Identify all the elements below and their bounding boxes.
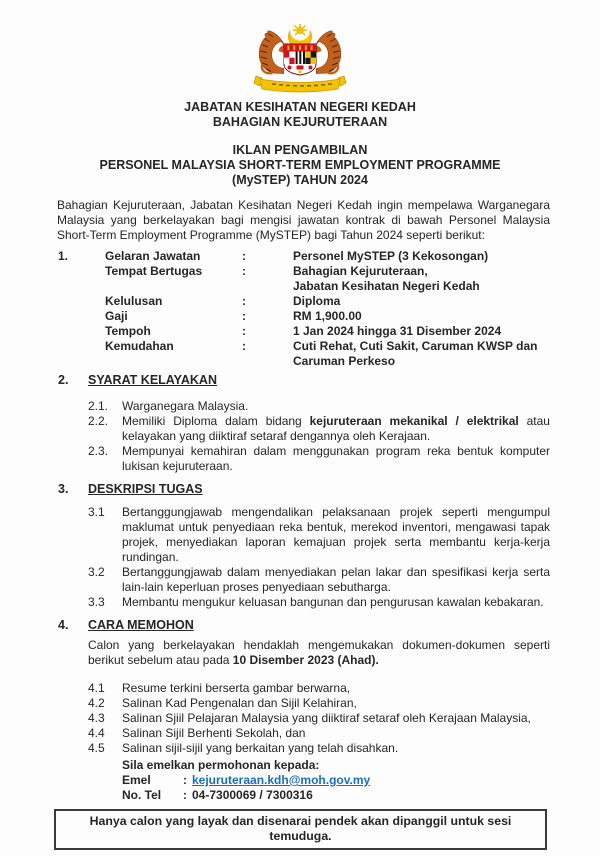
job-detail-label: Tempat Bertugas (105, 264, 203, 278)
job-item-number: 1. (58, 249, 69, 263)
job-detail-value: RM 1,900.00 (293, 309, 362, 323)
job-detail-label: Tempoh (105, 324, 151, 338)
section-4-items (88, 681, 550, 756)
list-item-number: 4.3 (88, 711, 105, 725)
job-detail-label: Gaji (105, 309, 128, 323)
org-name-block (0, 100, 600, 130)
job-detail-value: Bahagian Kejuruteraan, Jabatan Kesihatan Negeri Kedah (293, 264, 480, 293)
job-detail-label: Kelulusan (105, 294, 163, 308)
job-detail-value: Cuti Rehat, Cuti Sakit, Caruman KWSP dan Caruman Perkeso (293, 339, 538, 368)
list-item-2-2 (88, 414, 550, 444)
section-3-items (88, 505, 550, 610)
list-item-text: Salinan sijil-sijil yang berkaitan yang telah disahkan. (122, 741, 399, 755)
title-line-1: IKLAN PENGAMBILAN (232, 143, 368, 157)
job-detail-row (105, 294, 600, 309)
section-3-title: DESKRIPSI TUGAS (88, 482, 203, 496)
org-name-line-2: BAHAGIAN KEJURUTERAAN (212, 115, 388, 129)
list-item-text: Salinan Sjiil Pelajaran Malaysia yang diiktiraf setaraf oleh Kerajaan Malaysia, (122, 711, 531, 725)
contact-separator: : (183, 788, 187, 802)
list-item-2-1 (88, 399, 550, 414)
section-3-heading (58, 482, 600, 497)
list-item-number: 3.1 (88, 505, 105, 519)
job-detail-separator: : (242, 249, 246, 263)
section-2-title: SYARAT KELAYAKAN (88, 373, 217, 387)
section-2-number: 2. (58, 373, 69, 387)
job-detail-separator: : (242, 309, 246, 323)
list-item-text: Membantu mengukur keluasan bangunan dan pengurusan kawalan kebakaran. (122, 595, 544, 609)
list-item-3-1 (88, 505, 550, 565)
list-item-text: Salinan Kad Pengenalan dan Sijil Kelahiran, (122, 696, 357, 710)
list-item-4-3 (88, 711, 550, 726)
list-item-4-1 (88, 681, 550, 696)
email-row (122, 773, 600, 788)
list-item-3-3 (88, 595, 550, 610)
deadline-date: 10 Disember 2023 (Ahad). (232, 653, 379, 667)
list-item-number: 2.3. (88, 444, 109, 458)
job-detail-separator: : (242, 264, 246, 278)
telephone-value: 04-7300069 / 7300316 (192, 788, 313, 802)
job-detail-row (105, 309, 600, 324)
job-detail-row (105, 249, 600, 264)
section-2-heading (58, 373, 600, 388)
intro-paragraph: Bahagian Kejuruteraan, Jabatan Kesihatan Negeri Kedah ingin mempelawa Warganegara Malaysia yang berkelayakan bagi mengisi jawatan kontrak di bawah Personel Malaysia Short-Term Employment Programme (MySTEP) bagi Tahun 2024 seperti berikut: (57, 198, 550, 242)
document-title (0, 143, 600, 188)
list-item-4-2 (88, 696, 550, 711)
title-line-3: (MySTEP) TAHUN 2024 (232, 173, 368, 187)
telephone-label: No. Tel (122, 788, 162, 802)
list-item-number: 2.1. (88, 399, 109, 413)
section-3-number: 3. (58, 482, 69, 496)
job-detail-value: Diploma (293, 294, 341, 308)
contact-block (122, 758, 600, 803)
job-detail-value: 1 Jan 2024 hingga 31 Disember 2024 (293, 324, 502, 338)
list-item-text: Salinan Sijil Berhenti Sekolah, dan (122, 726, 306, 740)
section-4-heading (58, 618, 600, 633)
list-item-4-4 (88, 726, 550, 741)
job-detail-separator: : (242, 324, 246, 338)
job-detail-separator: : (242, 339, 246, 353)
section-4-title: CARA MEMOHON (88, 618, 194, 632)
list-item-number: 3.3 (88, 595, 105, 609)
list-item-text: Warganegara Malaysia. (122, 399, 249, 413)
list-item-number: 2.2. (88, 414, 109, 428)
title-line-2: PERSONEL MALAYSIA SHORT-TERM EMPLOYMENT PROGRAMME (99, 158, 501, 172)
list-item-4-5 (88, 741, 550, 756)
org-name-line-1: JABATAN KESIHATAN NEGERI KEDAH (184, 100, 416, 114)
list-item-number: 3.2 (88, 565, 105, 579)
job-detail-row (105, 339, 600, 369)
job-detail-label: Kemudahan (105, 339, 174, 353)
job-detail-row (105, 264, 600, 294)
list-item-text: Bertanggungjawab dalam menyediakan pelan lakar dan spesifikasi kerja serta lain-lain keperluan proses penyediaan sebutharga. (122, 565, 550, 594)
section-2-items (88, 399, 550, 474)
malaysia-coat-of-arms-icon (242, 24, 358, 96)
emphasized-text: kejuruteraan mekanikal / elektrikal (309, 414, 519, 428)
email-label: Emel (122, 773, 151, 787)
list-item-text: Mempunyai kemahiran dalam menggunakan program reka bentuk komputer lukisan kejuruteraan. (122, 444, 550, 473)
list-item-text: Resume terkini berserta gambar berwarna, (122, 681, 351, 695)
shortlist-notice-text: Hanya calon yang layak dan disenarai pendek akan dipanggil untuk sesi temuduga. (89, 814, 512, 843)
contact-heading: Sila emelkan permohonan kepada: (122, 758, 320, 772)
section-4-number: 4. (58, 618, 69, 632)
list-item-2-3 (88, 444, 550, 474)
list-item-text: Bertanggungjawab mengendalikan pelaksanaan projek seperti mengumpul maklumat untuk penyediaan reka bentuk, merekod inventori, mengawasi tapak projek, menyediakan laporan kemajuan projek serta membantu kerja-kerja rundingan. (122, 505, 550, 564)
list-item-number: 4.5 (88, 741, 105, 755)
list-item-number: 4.2 (88, 696, 105, 710)
shortlist-notice-box (54, 809, 547, 850)
list-item-number: 4.1 (88, 681, 105, 695)
section-4-paragraph: Calon yang berkelayakan hendaklah mengemukakan dokumen-dokumen seperti berikut sebelum atau pada 10 Disember 2023 (Ahad). (88, 638, 550, 667)
telephone-row (122, 788, 600, 803)
list-item-number: 4.4 (88, 726, 105, 740)
email-link[interactable]: kejuruteraan.kdh@moh.gov.my (192, 773, 371, 787)
contact-separator: : (183, 773, 187, 787)
list-item-text: Memiliki Diploma dalam bidang kejuruteraan mekanikal / elektrikal atau kelayakan yang diiktiraf setaraf dengannya oleh Kerajaan. (122, 414, 550, 443)
list-item-3-2 (88, 565, 550, 595)
job-detail-row (105, 324, 600, 339)
job-detail-separator: : (242, 294, 246, 308)
job-detail-value: Personel MySTEP (3 Kekosongan) (293, 249, 489, 263)
job-details (0, 249, 600, 369)
job-detail-label: Gelaran Jawatan (105, 249, 201, 263)
